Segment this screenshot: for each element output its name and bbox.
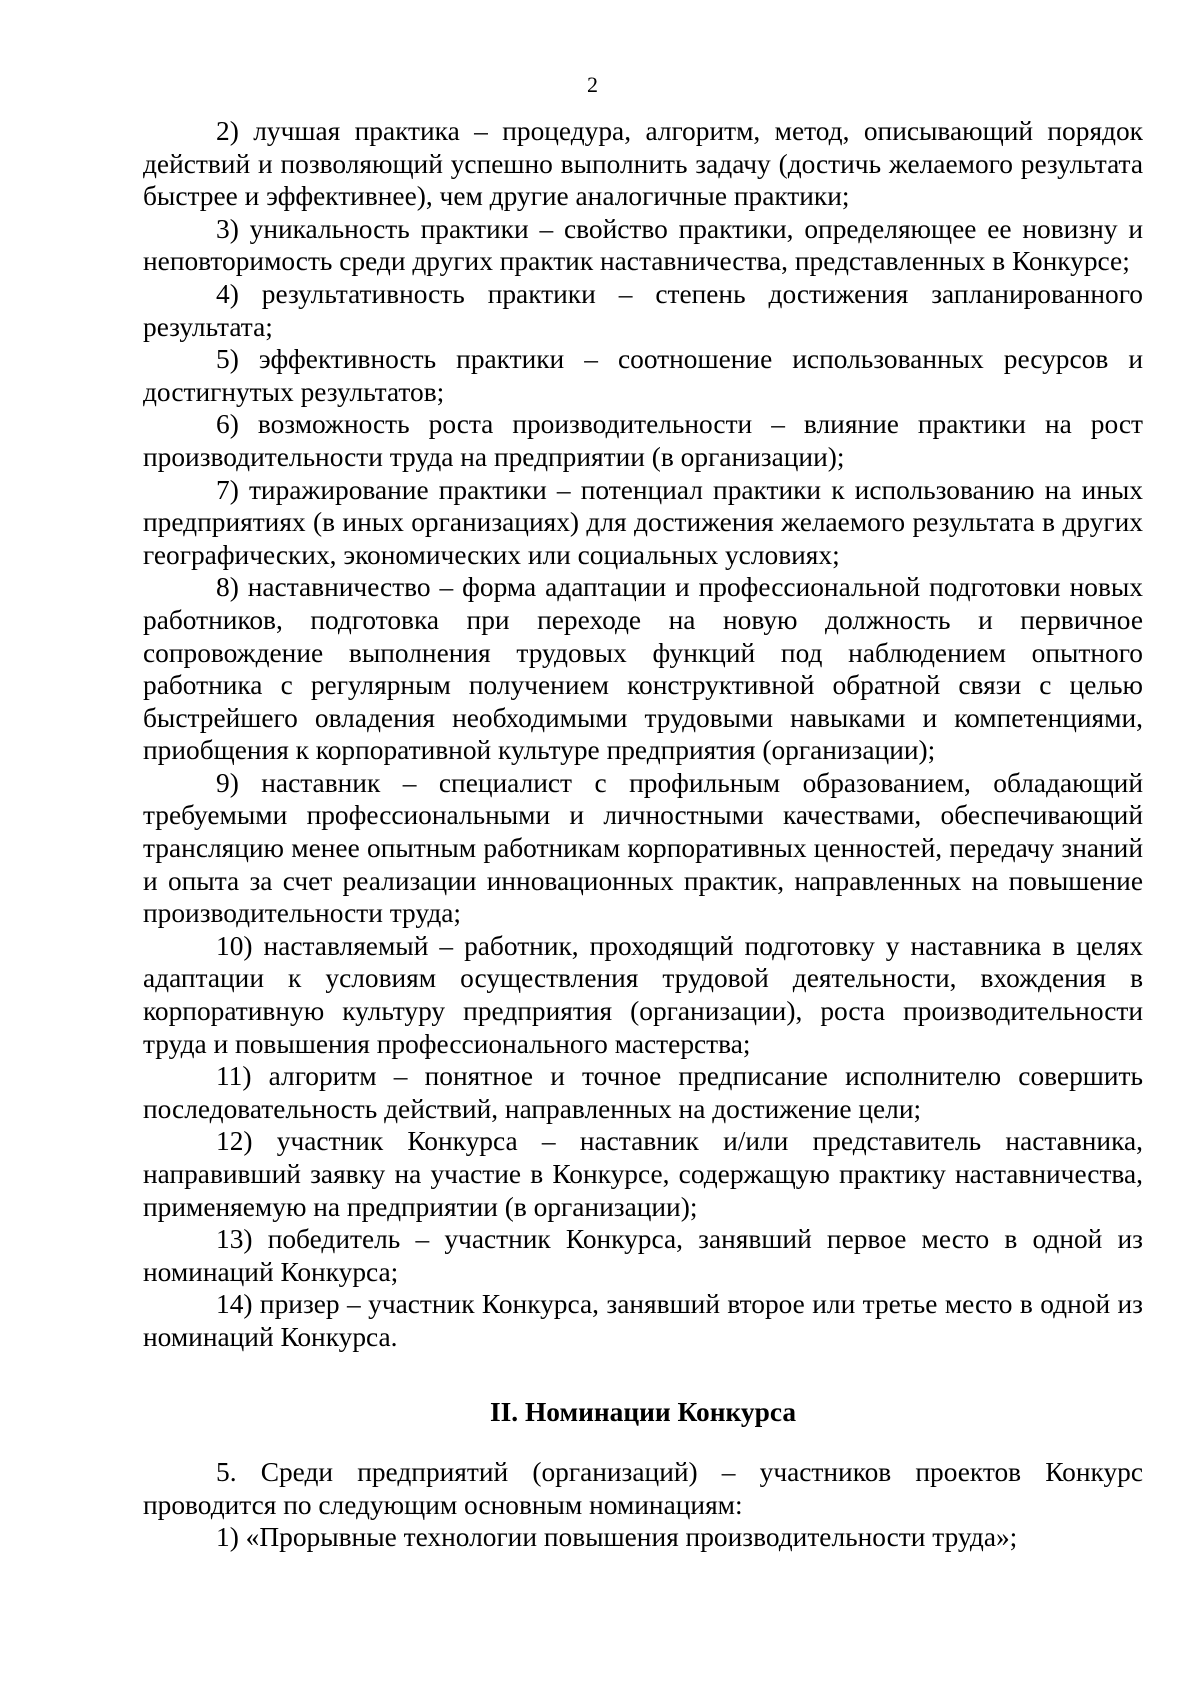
spacer [143,1428,1143,1456]
definition-item-8: 8) наставничество – форма адаптации и профессиональной подготовки новых работников, подготовка при переходе на новую должность и первичное сопровождение выполнения трудовых функций под наблюдением опытного работника с регулярным получением конструктивной обратной связи с целью быстрейшего овладения необходимыми трудовыми навыками и компетенциями, приобщения к корпоративной культуре предприятия (организации); [143,572,1143,766]
definition-item-13: 13) победитель – участник Конкурса, занявший первое место в одной из номинаций Конкурса; [143,1224,1143,1287]
section-heading: II. Номинации Конкурса [489,1396,797,1427]
definition-item-14: 14) призер – участник Конкурса, занявший второе или третье место в одной из номинаций Конкурса. [143,1289,1143,1352]
definition-item-11: 11) алгоритм – понятное и точное предписание исполнителю совершить последовательность действий, направленных на достижение цели; [143,1061,1143,1124]
definition-item-12: 12) участник Конкурса – наставник и/или представитель наставника, направивший заявку на участие в Конкурсе, содержащую практику наставничества, применяемую на предприятии (в организации); [143,1126,1143,1222]
definition-item-4: 4) результативность практики – степень достижения запланированного результата; [143,278,1143,342]
definition-item-5: 5) эффективность практики – соотношение использованных ресурсов и достигнутых результатов; [143,344,1143,407]
definition-item-2: 2) лучшая практика – процедура, алгоритм, метод, описывающий порядок действий и позволяющий успешно выполнить задачу (достичь желаемого результата быстрее и эффективнее), чем другие аналогичные практики; [143,116,1143,212]
page-number: 2 [587,72,598,97]
document-body [143,115,1143,1554]
definition-item-3: 3) уникальность практики – свойство практики, определяющее ее новизну и неповторимость среди других практик наставничества, представленных в Конкурсе; [143,213,1143,277]
definition-item-7: 7) тиражирование практики – потенциал практики к использованию на иных предприятиях (в иных организациях) для достижения желаемого результата в других географических, экономических или социальных условиях; [143,474,1143,570]
definition-item-10: 10) наставляемый – работник, проходящий подготовку у наставника в целях адаптации к условиям осуществления трудовой деятельности, вхождения в корпоративную культуру предприятия (организации), роста производительности труда и повышения профессионального мастерства; [143,930,1143,1059]
spacer [143,1354,1143,1396]
definition-item-6: 6) возможность роста производительности – влияние практики на рост производительности труда на предприятии (в организации); [143,409,1143,472]
definition-item-9: 9) наставник – специалист с профильным образованием, обладающий требуемыми профессиональными и личностными качествами, обеспечивающий трансляцию менее опытным работникам корпоративных ценностей, передачу знаний и опыта за счет реализации инновационных практик, направленных на повышение производительности труда; [143,767,1143,929]
nomination-item-1: 1) «Прорывные технологии повышения производительности труда»; [216,1522,1018,1553]
nominations-intro: 5. Среди предприятий (организаций) – участников проектов Конкурс проводится по следующим основным номинациям: [143,1457,1143,1520]
